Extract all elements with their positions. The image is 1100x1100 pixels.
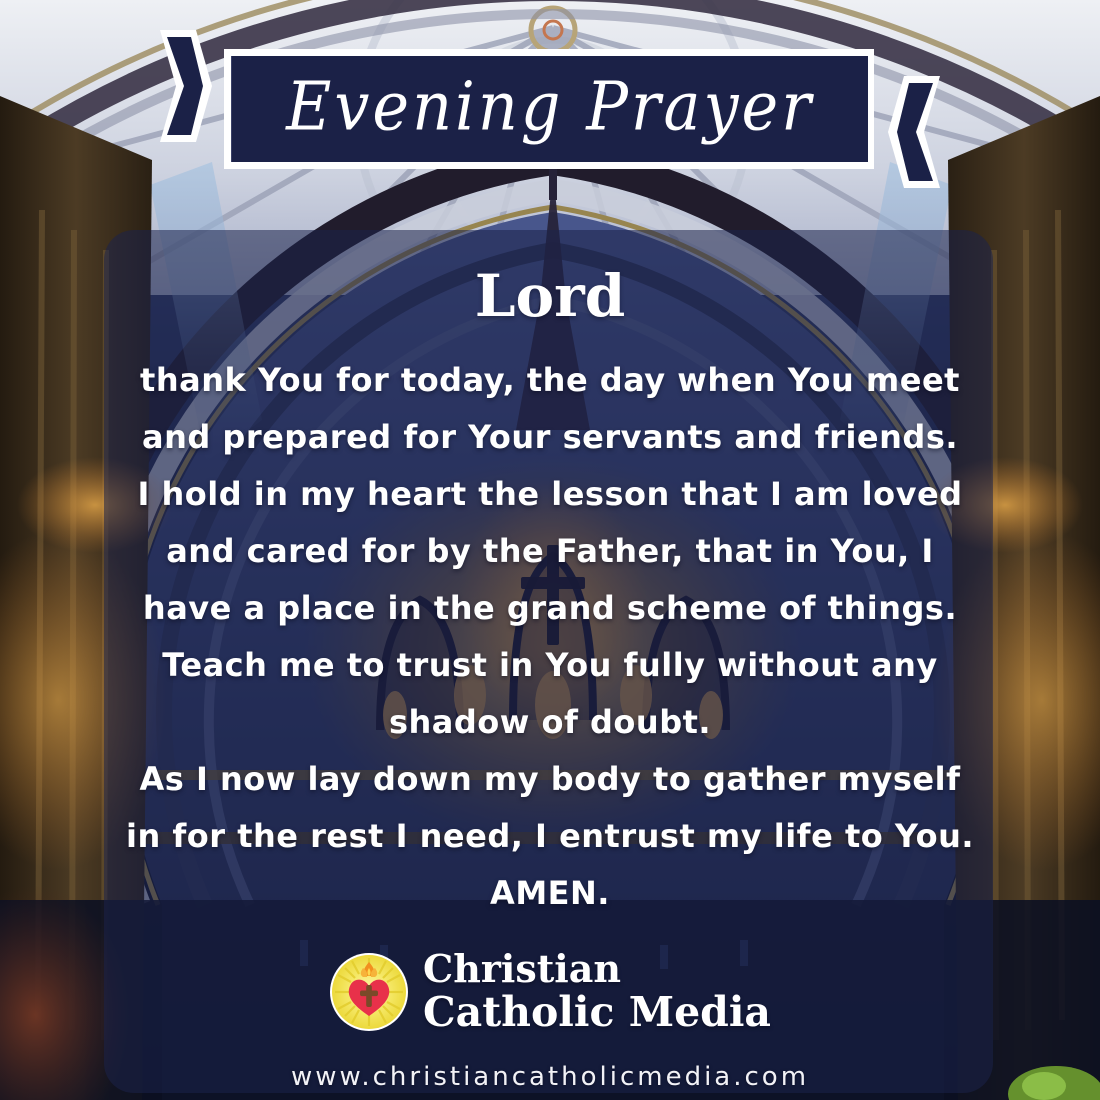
prayer-line: As I now lay down my body to gather myself	[139, 760, 961, 798]
brand-logo	[0, 946, 1100, 1036]
prayer-line: and cared for by the Father, that in You, I	[166, 532, 934, 570]
prayer-line: and prepared for Your servants and friends.	[141, 418, 959, 456]
prayer-line: thank You for today, the day when You meet	[140, 361, 960, 399]
brand-name-line1: Christian	[423, 946, 621, 991]
sacred-heart-icon	[329, 952, 409, 1032]
prayer-line: I hold in my heart the lesson that I am loved	[137, 475, 963, 513]
banner-plate-inner	[231, 56, 868, 162]
brand-name-line2: Catholic Media	[423, 988, 771, 1036]
prayer-line: shadow of doubt.	[388, 703, 712, 741]
brand-name	[423, 946, 771, 1036]
prayer-title: Lord	[474, 262, 626, 330]
prayer-line: have a place in the grand scheme of things.	[142, 589, 958, 627]
prayer-line: Teach me to trust in You fully without any	[162, 646, 938, 684]
ribbon-tail-right-icon	[880, 68, 950, 190]
banner-plate	[224, 49, 874, 169]
banner-title: Evening Prayer	[286, 66, 814, 146]
prayer-line: in for the rest I need, I entrust my life to You.	[125, 817, 975, 855]
website-url: www.christiancatholicmedia.com	[290, 1062, 810, 1092]
banner-ribbon	[0, 0, 1100, 220]
prayer-line: AMEN.	[490, 874, 610, 912]
ribbon-tail-left-icon	[150, 22, 220, 142]
prayer-body	[0, 352, 1100, 922]
